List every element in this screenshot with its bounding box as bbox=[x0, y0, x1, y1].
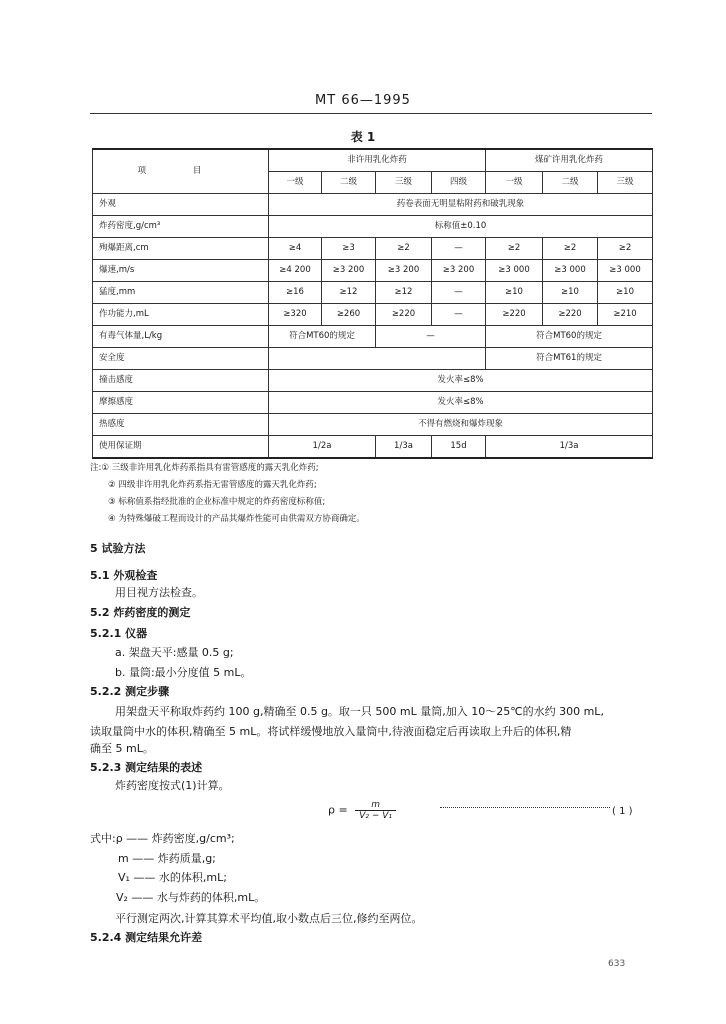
table-cell: 符合MT60的规定 bbox=[269, 326, 376, 348]
row-label: 热感度 bbox=[93, 414, 269, 436]
table-cell: ≥3 200 bbox=[432, 260, 486, 282]
table-row bbox=[93, 348, 653, 370]
table-cell: ≥4 bbox=[269, 238, 322, 260]
table-row bbox=[93, 304, 653, 326]
row-label: 有毒气体量,L/kg bbox=[93, 326, 269, 348]
table-cell: — bbox=[432, 304, 486, 326]
table-cell: ≥12 bbox=[376, 282, 432, 304]
section-heading-5-2: 5.2 炸药密度的测定 bbox=[90, 606, 191, 619]
paragraph: 用目视方法检查。 bbox=[115, 586, 203, 599]
table-cell: 15d bbox=[432, 436, 486, 459]
table-row bbox=[93, 414, 653, 436]
table-cell: — bbox=[432, 238, 486, 260]
notes-lead: 注: bbox=[90, 463, 102, 473]
equation-number: ( 1 ) bbox=[612, 806, 633, 817]
row-label: 撞击感度 bbox=[93, 370, 269, 392]
row-label: 猛度,mm bbox=[93, 282, 269, 304]
list-item: b. 量筒:最小分度值 5 mL。 bbox=[115, 666, 252, 679]
table-cell: ≥10 bbox=[486, 282, 543, 304]
table-cell: 发火率≤8% bbox=[269, 370, 653, 392]
where-line: 式中:ρ —— 炸药密度,g/cm³; bbox=[90, 832, 235, 845]
where-line: V₁ —— 水的体积,mL; bbox=[118, 871, 227, 884]
where-line: V₂ —— 水与炸药的体积,mL。 bbox=[116, 891, 266, 904]
table-cell: ≥3 200 bbox=[322, 260, 376, 282]
row-label: 爆速,m/s bbox=[93, 260, 269, 282]
table-cell-empty bbox=[269, 348, 486, 370]
table-cell: ≥3 000 bbox=[598, 260, 653, 282]
column-header-item: 项 目 bbox=[93, 149, 269, 194]
table-row bbox=[93, 216, 653, 238]
list-item: a. 架盘天平:感量 0.5 g; bbox=[115, 646, 234, 659]
section-heading-5: 5 试验方法 bbox=[90, 542, 146, 555]
row-label: 外观 bbox=[93, 194, 269, 216]
grade-header: 三级 bbox=[598, 172, 653, 194]
table-cell: ≥320 bbox=[269, 304, 322, 326]
grade-header: 二级 bbox=[322, 172, 376, 194]
table-cell: — bbox=[376, 326, 486, 348]
table-cell: 标称值±0.10 bbox=[269, 216, 653, 238]
table-cell: ≥3 000 bbox=[486, 260, 543, 282]
group-header-non-permitted: 非许用乳化炸药 bbox=[269, 149, 486, 172]
table-row bbox=[93, 392, 653, 414]
row-label: 作功能力,mL bbox=[93, 304, 269, 326]
table-cell: ≥3 000 bbox=[543, 260, 598, 282]
formula-leader-dots bbox=[440, 807, 610, 808]
table-cell: 药卷表面无明显粘附药和破乳现象 bbox=[269, 194, 653, 216]
paragraph-line: 读取量筒中水的体积,精确至 5 mL。将试样缓慢地放入量筒中,待液面稳定后再读取上升后的体积,精 bbox=[90, 725, 572, 738]
table-cell: 1/3a bbox=[376, 436, 432, 459]
table-row bbox=[93, 370, 653, 392]
table-cell: ≥16 bbox=[269, 282, 322, 304]
formula-denominator: V₂ − V₁ bbox=[359, 811, 392, 821]
section-heading-5-2-1: 5.2.1 仪器 bbox=[90, 627, 148, 640]
grade-header: 二级 bbox=[543, 172, 598, 194]
paragraph: 炸药密度按式(1)计算。 bbox=[115, 779, 230, 792]
grade-header: 一级 bbox=[269, 172, 322, 194]
group-header-coal-mine: 煤矿许用乳化炸药 bbox=[486, 149, 653, 172]
paragraph: 平行测定两次,计算其算术平均值,取小数点后三位,修约至两位。 bbox=[115, 912, 423, 925]
paragraph-line: 用架盘天平称取炸药约 100 g,精确至 0.5 g。取一只 500 mL 量筒,加入 10～25℃的水约 300 mL, bbox=[115, 705, 604, 718]
specification-table bbox=[92, 148, 653, 459]
table-cell: ≥10 bbox=[543, 282, 598, 304]
table-cell: 1/2a bbox=[269, 436, 376, 459]
table-cell: ≥260 bbox=[322, 304, 376, 326]
grade-header: 四级 bbox=[432, 172, 486, 194]
row-label: 炸药密度,g/cm³ bbox=[93, 216, 269, 238]
page-number: 633 bbox=[608, 959, 626, 969]
table-cell: ≥12 bbox=[322, 282, 376, 304]
table-cell: ≥220 bbox=[543, 304, 598, 326]
note-item: ④ 为特殊爆破工程而设计的产品其爆炸性能可由供需双方协商确定。 bbox=[108, 514, 365, 524]
table-cell: ≥3 bbox=[322, 238, 376, 260]
table-row bbox=[93, 194, 653, 216]
table-cell: ≥2 bbox=[543, 238, 598, 260]
grade-header: 一级 bbox=[486, 172, 543, 194]
paragraph-line: 确至 5 mL。 bbox=[90, 742, 154, 755]
header-rule bbox=[90, 113, 652, 114]
row-label: 摩擦感度 bbox=[93, 392, 269, 414]
table-cell: ≥2 bbox=[376, 238, 432, 260]
row-label: 使用保证期 bbox=[93, 436, 269, 459]
table-notes bbox=[90, 460, 365, 528]
standard-code-header: MT 66—1995 bbox=[315, 93, 411, 108]
table-caption: 表 1 bbox=[350, 130, 376, 144]
table-cell: ≥2 bbox=[486, 238, 543, 260]
table-cell: ≥220 bbox=[376, 304, 432, 326]
section-heading-5-1: 5.1 外观检查 bbox=[90, 569, 158, 582]
row-label: 安全度 bbox=[93, 348, 269, 370]
note-item: ① 三级非许用乳化炸药系指具有雷管感度的露天乳化炸药; bbox=[101, 463, 319, 473]
table-cell: 不得有燃烧和爆炸现象 bbox=[269, 414, 653, 436]
note-item: ③ 标称值系指经批准的企业标准中规定的炸药密度标称值; bbox=[108, 497, 326, 507]
formula-lhs: ρ = bbox=[328, 803, 348, 817]
note-line bbox=[90, 460, 365, 477]
table-cell: — bbox=[432, 282, 486, 304]
section-heading-5-2-3: 5.2.3 测定结果的表述 bbox=[90, 761, 203, 774]
table-cell: 符合MT60的规定 bbox=[486, 326, 653, 348]
table-cell: 1/3a bbox=[486, 436, 653, 459]
section-heading-5-2-4: 5.2.4 测定结果允许差 bbox=[90, 931, 203, 944]
table-cell: ≥10 bbox=[598, 282, 653, 304]
table-header-row bbox=[93, 149, 653, 172]
table-cell: ≥4 200 bbox=[269, 260, 322, 282]
formula-numerator: m bbox=[355, 800, 396, 811]
table-row bbox=[93, 282, 653, 304]
formula-fraction bbox=[355, 800, 396, 821]
density-formula bbox=[328, 800, 396, 821]
section-heading-5-2-2: 5.2.2 测定步骤 bbox=[90, 685, 170, 698]
table-row bbox=[93, 260, 653, 282]
table-cell: 发火率≤8% bbox=[269, 392, 653, 414]
table-cell: ≥2 bbox=[598, 238, 653, 260]
table-row bbox=[93, 238, 653, 260]
note-item: ② 四级非许用乳化炸药系指无雷管感度的露天乳化炸药; bbox=[108, 480, 317, 490]
table-cell: ≥220 bbox=[486, 304, 543, 326]
table-cell: ≥3 200 bbox=[376, 260, 432, 282]
table-cell: ≥210 bbox=[598, 304, 653, 326]
row-label: 殉爆距离,cm bbox=[93, 238, 269, 260]
table-row bbox=[93, 436, 653, 459]
table-row bbox=[93, 326, 653, 348]
grade-header: 三级 bbox=[376, 172, 432, 194]
where-line: m —— 炸药质量,g; bbox=[118, 852, 216, 865]
table-cell: 符合MT61的规定 bbox=[486, 348, 653, 370]
